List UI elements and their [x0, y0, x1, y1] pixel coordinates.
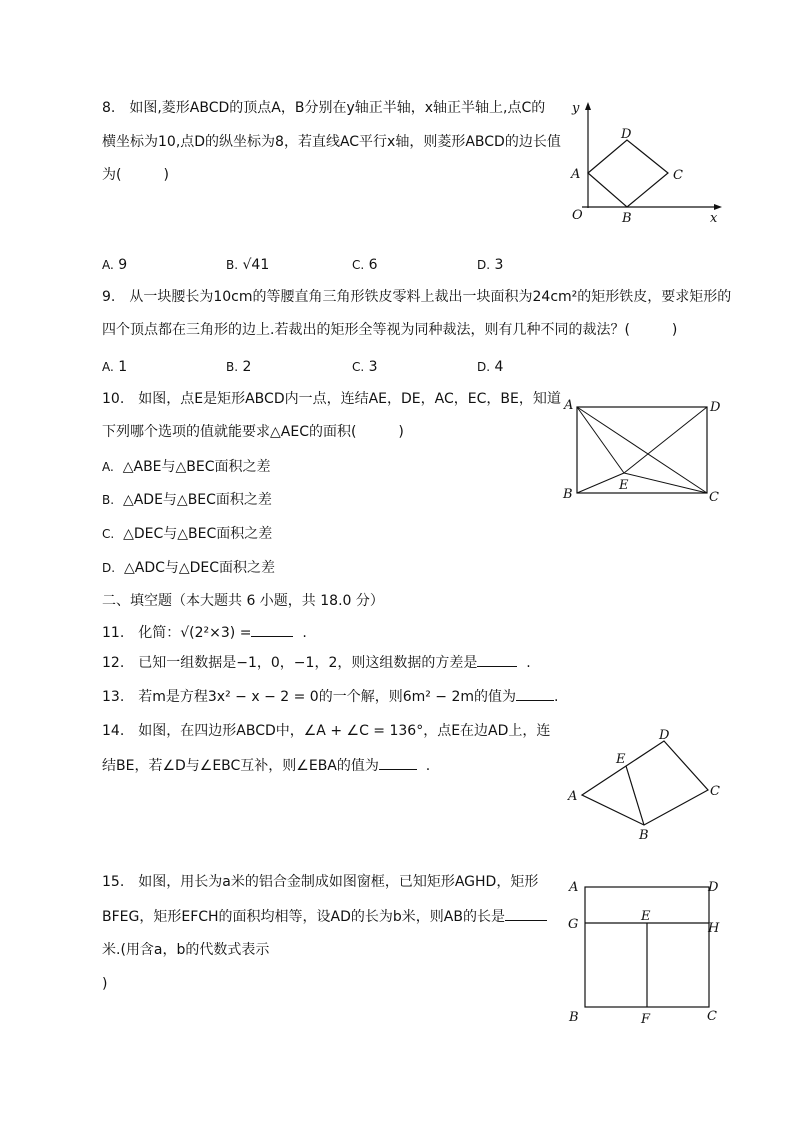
q15-line4: ) — [102, 976, 108, 992]
q15-B-label: B — [569, 1010, 579, 1025]
q8-line2: 横坐标为10,点D的纵坐标为8，若直线AC平行x轴，则菱形ABCD的边长值 — [102, 134, 561, 150]
q14-A-label: A — [568, 789, 578, 804]
q15-figure — [560, 875, 730, 1025]
q15-E-label: E — [641, 909, 651, 924]
q10-C-label: C — [709, 490, 719, 505]
q15-A-label: A — [569, 880, 579, 895]
q14-E-label: E — [616, 752, 626, 767]
q15-D-label: D — [708, 880, 719, 895]
q9-option-a: A. 1 — [102, 359, 128, 375]
q15-F-label: F — [641, 1012, 651, 1027]
q8-B-label: B — [622, 211, 632, 226]
q8-figure — [560, 98, 730, 228]
q14-line2: 结BE，若∠D与∠EBC互补，则∠EBA的值为 . — [102, 755, 430, 776]
q11: 11. 化简：√(2²×3) = . — [102, 622, 307, 643]
q15-H-label: H — [708, 921, 720, 936]
q8-option-a: A. 9 — [102, 257, 128, 273]
q14-D-label: D — [659, 728, 670, 743]
section-heading: 二、填空题（本大题共 6 小题，共 18.0 分） — [102, 593, 384, 609]
q12: 12. 已知一组数据是−1，0，−1，2，则这组数据的方差是 . — [102, 652, 531, 673]
q9-line1: 9. 从一块腰长为10cm的等腰直角三角形铁皮零料上裁出一块面积为24cm²的矩形铁皮，要求矩形的 — [102, 289, 732, 305]
q10-option-c: C. △DEC与△BEC面积之差 — [102, 526, 273, 542]
q10-D-label: D — [710, 400, 721, 415]
q9-option-d: D. 4 — [477, 359, 504, 375]
q8-A-label: A — [571, 167, 581, 182]
q10-A-label: A — [564, 398, 574, 413]
q8-x-label: x — [710, 211, 718, 226]
q10-figure — [560, 395, 730, 510]
q9-option-b: B. 2 — [226, 359, 252, 375]
q8-option-c: C. 6 — [352, 257, 378, 273]
q15-G-label: G — [568, 917, 579, 932]
q13: 13. 若m是方程3x² − x − 2 = 0的一个解，则6m² − 2m的值为 . — [102, 686, 559, 707]
q10-option-b: B. △ADE与△BEC面积之差 — [102, 492, 272, 508]
q10-line1: 10. 如图，点E是矩形ABCD内一点，连结AE，DE，AC，EC，BE，知道 — [102, 391, 561, 407]
q14-figure — [560, 725, 730, 845]
q15-C-label: C — [707, 1009, 717, 1024]
q8-line1: 8. 如图,菱形ABCD的顶点A，B分别在y轴正半轴，x轴正半轴上,点C的 — [102, 100, 546, 116]
q9-option-c: C. 3 — [352, 359, 378, 375]
q8-y-label: y — [572, 101, 580, 116]
q8-C-label: C — [673, 168, 683, 183]
q15-line1: 15. 如图，用长为a米的铝合金制成如图窗框，已知矩形AGHD，矩形 — [102, 874, 539, 890]
q15-line2: BFEG，矩形EFCH的面积均相等，设AD的长为b米，则AB的长是 — [102, 906, 547, 927]
q10-option-d: D. △ADC与△DEC面积之差 — [102, 560, 276, 576]
q8-O-label: O — [572, 208, 583, 223]
q8-option-b: B. √41 — [226, 257, 270, 273]
q9-line2: 四个顶点都在三角形的边上.若裁出的矩形全等视为同种裁法，则有几种不同的裁法？( ) — [102, 322, 678, 338]
q14-B-label: B — [639, 828, 649, 843]
q8-line3: 为( ) — [102, 167, 169, 183]
q14-C-label: C — [710, 784, 720, 799]
q8-option-d: D. 3 — [477, 257, 504, 273]
q14-line1: 14. 如图，在四边形ABCD中，∠A + ∠C = 136°，点E在边AD上，连 — [102, 723, 551, 739]
q10-option-a: A. △ABE与△BEC面积之差 — [102, 459, 271, 475]
q15-line3: 米.(用含a，b的代数式表示 — [102, 942, 270, 958]
q8-D-label: D — [621, 127, 632, 142]
q10-line2: 下列哪个选项的值就能要求△AEC的面积( ) — [102, 424, 404, 440]
q10-E-label: E — [619, 478, 629, 493]
q10-B-label: B — [563, 487, 573, 502]
